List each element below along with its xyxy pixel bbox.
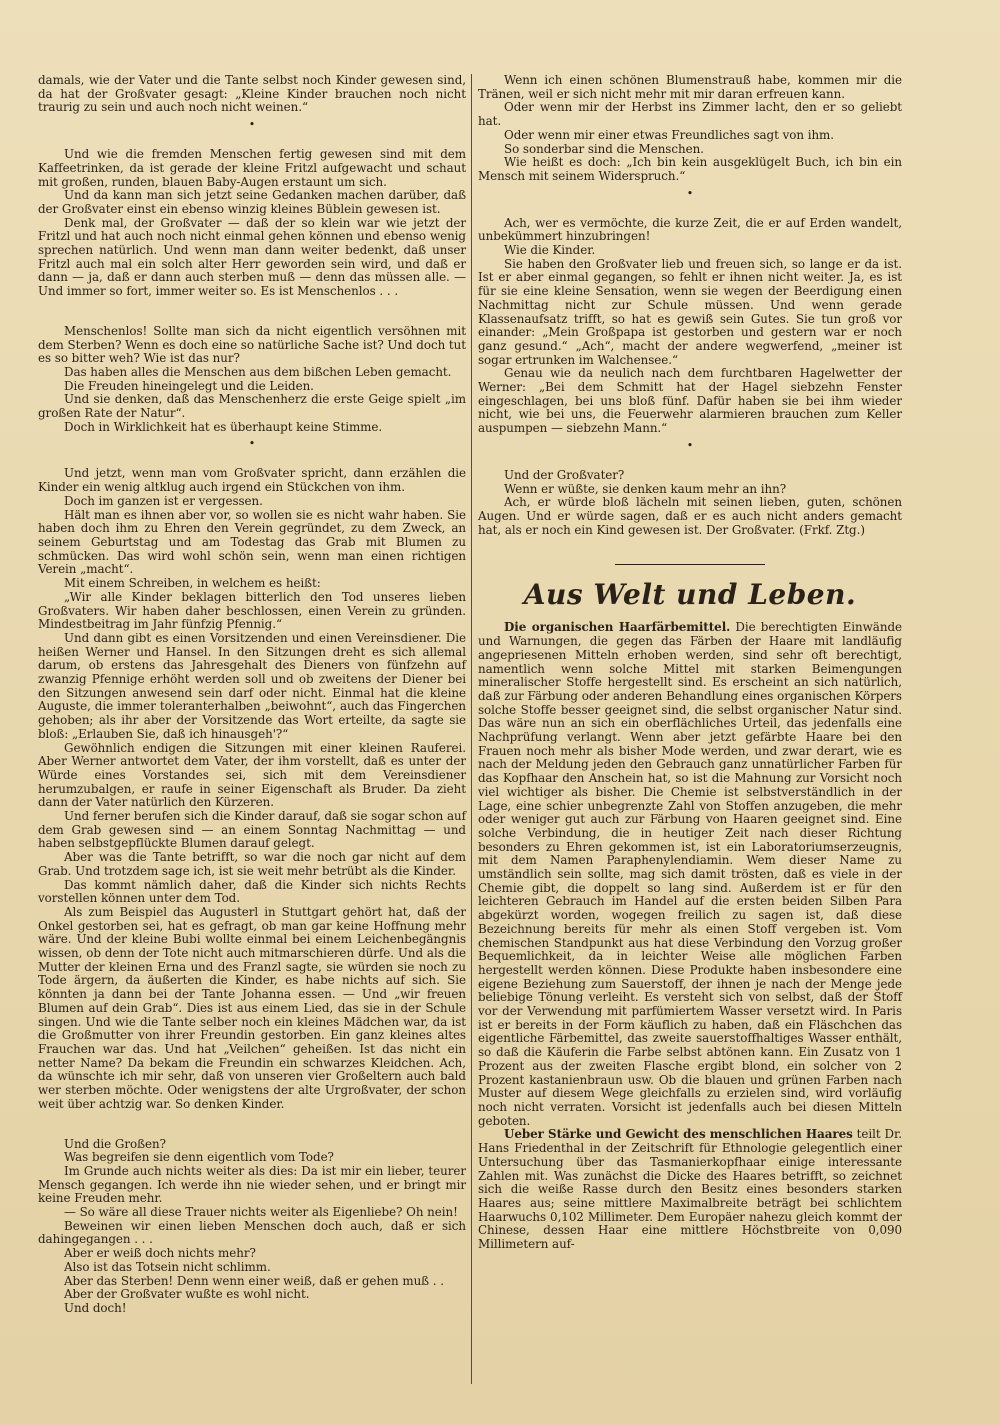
paragraph: Menschenlos! Sollte man sich da nicht eigentlich versöhnen mit dem Sterben? Wenn es doch eine so natürliche Sache ist? Und doch tut es so bitter weh? Wie ist das nur? [38, 323, 466, 366]
column-divider [471, 74, 472, 1384]
paragraph: Und dann gibt es einen Vorsitzenden und einen Vereinsdiener. Die heißen Werner und Hansel. In den Sitzungen dreht es sich allemal darum, ob erstens das Jahresgehalt des Dieners von fünfzehn auf zwanzig Pfennige erhöht werden soll und ob zweitens der Diener bei den Sitzungen anwesend sein darf oder nicht. Einmal hat die kleine Auguste, die immer toleranterhalben „beiwohnt“, auch das Fingerchen gehoben; als ihr aber der Vorsitzende das Wort erteilte, da sagte sie bloß: „Erlauben Sie, daß ich hinausgeh'?“ [38, 630, 466, 741]
paragraph: Und sie denken, daß das Menschenherz die erste Geige spielt „im großen Rate der Natur“. [38, 392, 466, 421]
paragraph: Und jetzt, wenn man vom Großvater spricht, dann erzählen die Kinder ein wenig altklug auch irgend ein Stückchen von ihm. [38, 466, 466, 495]
paragraph: Wie heißt es doch: „Ich bin kein ausgeklügelt Buch, ich bin ein Mensch mit seinem Widerspruch.“ [478, 155, 902, 183]
article-title: Ueber Stärke und Gewicht des menschlichen Haares [504, 1127, 853, 1142]
article-text: teilt Dr. Hans Friedenthal in der Zeitschrift für Ethnologie gelegentlich einer Untersuchung über das Tasmanierkopfhaar einige interessante Zahlen mit. Was zunächst die Dicke des Haares betrifft, so zeichnet sich die weiße Rasse durch den Besitz eines besonders starken Haares aus; seine mittlere Maximalbreite beträgt bei schlichtem Haarwuchs 0,102 Millimeter. Dem Europäer nahezu gleich kommt der Chinese, dessen Haar eine mittlere Höchstbreite von 0,090 Millimetern auf- [478, 1127, 902, 1252]
right-column [478, 74, 902, 1252]
article-paragraph [478, 1128, 902, 1251]
paragraph: Sie haben den Großvater lieb und freuen sich, so lange er da ist. Ist er aber einmal gegangen, so fehlt er ihnen nicht weiter. Ja, es ist für sie eine kleine Sensation, wenn sie wegen der Beerdigung einen Nachmittag nicht zur Schule müssen. Und wenn gerade Klassenaufsatz trifft, so hat es gewiß sein Gutes. Sie tun groß vor einander: „Mein Großpapa ist gestorben und gestern war er noch ganz gesund.“ „Ach“, macht der andere wegwerfend, „meiner ist sogar ertrunken im Walchensee.“ [478, 256, 902, 367]
paragraph: Hält man es ihnen aber vor, so wollen sie es nicht wahr haben. Sie haben doch ihm zu Ehren den Verein gegründet, zu dem Zweck, an seinem Geburtstag und am Todestag das Grab mit Blumen zu schmücken. Das wird wohl schön sein, wenn man einen richtigen Verein „macht“. [38, 507, 466, 577]
section-bullet: • [248, 118, 256, 132]
paragraph: damals, wie der Vater und die Tante selbst noch Kinder gewesen sind, da hat der Großvater gesagt: „Kleine Kinder brauchen noch nicht traurig zu sein und auch noch nicht weinen.“ [38, 73, 466, 115]
paragraph: So sonderbar sind die Menschen. [504, 141, 704, 156]
paragraph: Das kommt nämlich daher, daß die Kinder sich nichts Rechts vorstellen können unter dem Tod. [38, 877, 466, 906]
section-heading: Aus Welt und Leben. [523, 578, 857, 612]
paragraph: Im Grunde auch nichts weiter als dies: Da ist mir ein lieber, teurer Mensch gegangen. Ich werde ihn nie wieder sehen, und er bringt mir keine Freuden mehr. [38, 1163, 466, 1206]
article-paragraph [478, 621, 902, 1128]
paragraph: Doch im ganzen ist er vergessen. [64, 493, 263, 508]
paragraph-text: Ach, er würde bloß lächeln mit seinen lieben, guten, schönen Augen. Und er würde sagen, daß er es auch nicht anders gemacht hat, als er noch ein Kind gewesen ist. Der Großvater. [478, 495, 902, 537]
paragraph: Und der Großvater? [504, 467, 625, 482]
section-bullet: • [248, 437, 256, 451]
paragraph: Wie die Kinder. [504, 243, 596, 258]
paragraph: Also ist das Totsein nicht schlimm. [64, 1259, 271, 1274]
paragraph: Aber er weiß doch nichts mehr? [64, 1246, 256, 1261]
paragraph: Oder wenn mir einer etwas Freundliches sagt von ihm. [504, 127, 835, 142]
section-separator [615, 564, 765, 565]
paragraph: Ach, wer es vermöchte, die kurze Zeit, die er auf Erden wandelt, unbekümmert hinzubringen! [478, 215, 902, 244]
paragraph: Die Freuden hineingelegt und die Leiden. [64, 378, 314, 393]
left-column [38, 74, 466, 1316]
paragraph: Was begreifen sie denn eigentlich vom Tode? [64, 1150, 334, 1165]
article-title: Die organischen Haarfärbemittel. [504, 620, 731, 635]
paragraph: Denk mal, der Großvater — daß der so klein war wie jetzt der Fritzl und hat auch noch nicht einmal gehen können und ebenso wenig sprechen natürlich. Und wenn man dann weiter bedenkt, daß unser Fritzl auch mal ein solch alter Herr geworden sein wird, und daß er dann — ja, daß er dann auch sterben muß — denn das müssen alle. — Und immer so fort, immer weiter so. Es ist Menschenlos . . . [38, 215, 466, 299]
source-citation: (Frkf. Ztg.) [799, 522, 865, 537]
section-bullet: • [686, 186, 694, 200]
paragraph: Mit einem Schreiben, in welchem es heißt: [64, 576, 321, 591]
paragraph: Aber das Sterben! Denn wenn einer weiß, daß er gehen muß . . [64, 1273, 444, 1288]
paragraph: — So wäre all diese Trauer nichts weiter als Eigenliebe? Oh nein! [64, 1205, 458, 1220]
paragraph: Als zum Beispiel das Augusterl in Stuttgart gehört hat, daß der Onkel gestorben sei, hat es gefragt, ob man gar keine Hoffnung mehr wäre. Und der kleine Bubi wollte einmal bei einem Leichenbegängnis wissen, ob denn der Tote nicht auch mitmarschieren dürfe. Und als die Mutter der kleinen Erna und des Franzl sagte, sie würden sie noch zu Tode ärgern, da äußerten die Kinder, es habe nichts auf sich. Sie könnten ja dann bei der Tante Johanna essen. — Und „wir freuen Blumen auf dein Grab“. Dies ist aus einem Lied, das sie in der Schule singen. Und wie die Tante selber noch ein kleines Mädchen war, da ist die Großmutter von ihrer Freundin gestorben. Ein ganz kleines altes Frauchen war das. Und hat „Veilchen“ geheißen. Ist das nicht ein netter Name? Da bekam die Freundin ein schwarzes Kleidchen. Ach, da wünschte ich mir sehr, daß von unseren vier Großeltern auch bald wer sterben möchte. Oder wenigstens der alte Urgroßvater, der schon weit über achtzig war. So denken Kinder. [38, 904, 466, 1111]
paragraph: Wenn ich einen schönen Blumenstrauß habe, kommen mir die Tränen, weil er sich nicht mehr mit mir daran erfreuen kann. [478, 73, 902, 101]
paragraph [478, 496, 902, 537]
paragraph: Beweinen wir einen lieben Menschen doch auch, daß er sich dahingegangen . . . [38, 1218, 466, 1247]
paragraph: Genau wie da neulich nach dem furchtbaren Hagelwetter der Werner: „Bei dem Schmitt hat der Hagel siebzehn Fenster eingeschlagen, bei uns bloß fünf. Dafür haben sie bei ihm wieder nicht, wie bei uns, die Feuerwehr alarmieren brauchen zum Keller auspumpen — siebzehn Mann.“ [478, 366, 902, 436]
section-bullet: • [686, 438, 694, 452]
paragraph: Gewöhnlich endigen die Sitzungen mit einer kleinen Rauferei. Aber Werner antwortet dem Vater, der ihm vorstellt, daß es unter der Würde eines Vorstandes sei, sich mit dem Vereinsdiener herumzubalgen, er raufe in seiner Eigenschaft als Bruder. Da zieht dann der Vater natürlich den Kürzeren. [38, 740, 466, 810]
paragraph: Und ferner berufen sich die Kinder darauf, daß sie sogar schon auf dem Grab gewesen sind — an einem Sonntag Nachmittag — und haben selbstgepflückte Blumen darauf gelegt. [38, 809, 467, 851]
paragraph: Und die Großen? [64, 1136, 166, 1151]
paragraph: Oder wenn mir der Herbst ins Zimmer lacht, den er so geliebt hat. [478, 100, 902, 129]
paragraph: Aber der Großvater wußte es wohl nicht. [64, 1287, 310, 1302]
paragraph: Und doch! [64, 1300, 127, 1315]
paragraph: Aber was die Tante betrifft, so war die noch gar nicht auf dem Grab. Und trotzdem sage ich, ist sie weit mehr betrübt als die Kinder. [38, 850, 466, 878]
paragraph: Doch in Wirklichkeit hat es überhaupt keine Stimme. [64, 419, 383, 434]
paragraph: Das haben alles die Menschen aus dem bißchen Leben gemacht. [64, 364, 452, 379]
paragraph: „Wir alle Kinder beklagen bitterlich den Tod unseres lieben Großvaters. Wir haben daher beschlossen, einen Verein zu gründen. Mindestbeitrag im Jahr fünfzig Pfennig.“ [38, 589, 466, 632]
paragraph: Wenn er wüßte, sie denken kaum mehr an ihn? [504, 481, 787, 496]
paragraph: Und da kann man sich jetzt seine Gedanken machen darüber, daß der Großvater einst ein ebenso winzig kleines Büblein gewesen ist. [38, 188, 466, 216]
paragraph: Und wie die fremden Menschen fertig gewesen sind mit dem Kaffeetrinken, da ist gerade der kleine Fritzl aufgewacht und schaut mit großen, runden, blauen Baby-Augen erstaunt um sich. [38, 147, 466, 189]
article-text: Die berechtigten Einwände und Warnungen, die gegen das Färben der Haare mit landläufig angepriesenen Mitteln erhoben werden, sind sehr oft berechtigt, namentlich wenn solche Mittel mit starken Beimengungen mineralischer Stoffe hergestellt sind. Es erscheint an sich natürlich, daß zur Färbung oder anderen Behandlung eines organischen Körpers solche Stoffe besser geeignet sind, die selbst organischer Natur sind. Das wäre nun an sich ein oberflächliches Urteil, das jedenfalls eine Nachprüfung verlangt. Wenn aber jetzt gefärbte Haare bei den Frauen noch mehr als bisher Mode werden, und zwar derart, wie es nach der Meldung jeden den Gebrauch ganz unnatürlicher Farben für das Kopfhaar den Anschein hat, so ist die Mahnung zur Vorsicht noch viel wichtiger als bisher. Die Chemie ist selbstverständlich in der Lage, eine schier unbegrenzte Zahl von Stoffen anzugeben, die mehr oder weniger gut auch zur Färbung von Haaren geeignet sind. Eine solche Verbindung, die in heutiger Zeit nach dieser Richtung besonders zu Ehren gekommen ist, ist ein Laboratoriumserzeugnis, mit dem Namen Paraphenylendiamin. Wem dieser Name zu umständlich sein sollte, mag sich damit trösten, daß es viele in der Chemie gibt, die doppelt so lang sind. Außerdem ist er für den leichteren Gebrauch im Handel auf die ersten beiden Silben Para abgekürzt worden, wogegen freilich zu sagen ist, daß diese Bezeichnung bereits für mehr als einen Stoff vergeben ist. Vom chemischen Standpunkt aus hat diese Verbindung den Vorzug großer Bequemlichkeit, da in leichter Weise alle möglichen Farben hergestellt werden können. Diese Produkte haben insbesondere eine eigene Beziehung zum Sauerstoff, der ihnen je nach der Menge jede beliebige Tönung verleiht. Es versteht sich von selbst, daß der Stoff vor der Verwendung mit parfümiertem Wasser versetzt wird. In Paris ist er bereits in der Form käuflich zu haben, daß ein Fläschchen das eigentliche Färbemittel, das zweite sauerstoffhaltiges Wasser enthält, so daß die Käuferin die Farbe selbst abtönen kann. Ein Zusatz von 1 Prozent aus der zweiten Flasche ergibt blond, ein solcher von 2 Prozent kastanienbraun usw. Ob die blauen und grünen Farben nach Muster auf diesem Wege gleichfalls zu erzielen sind, wird vorläufig noch nicht verraten. Vorsicht ist jedenfalls auch bei diesen Mitteln geboten. [478, 620, 902, 1128]
